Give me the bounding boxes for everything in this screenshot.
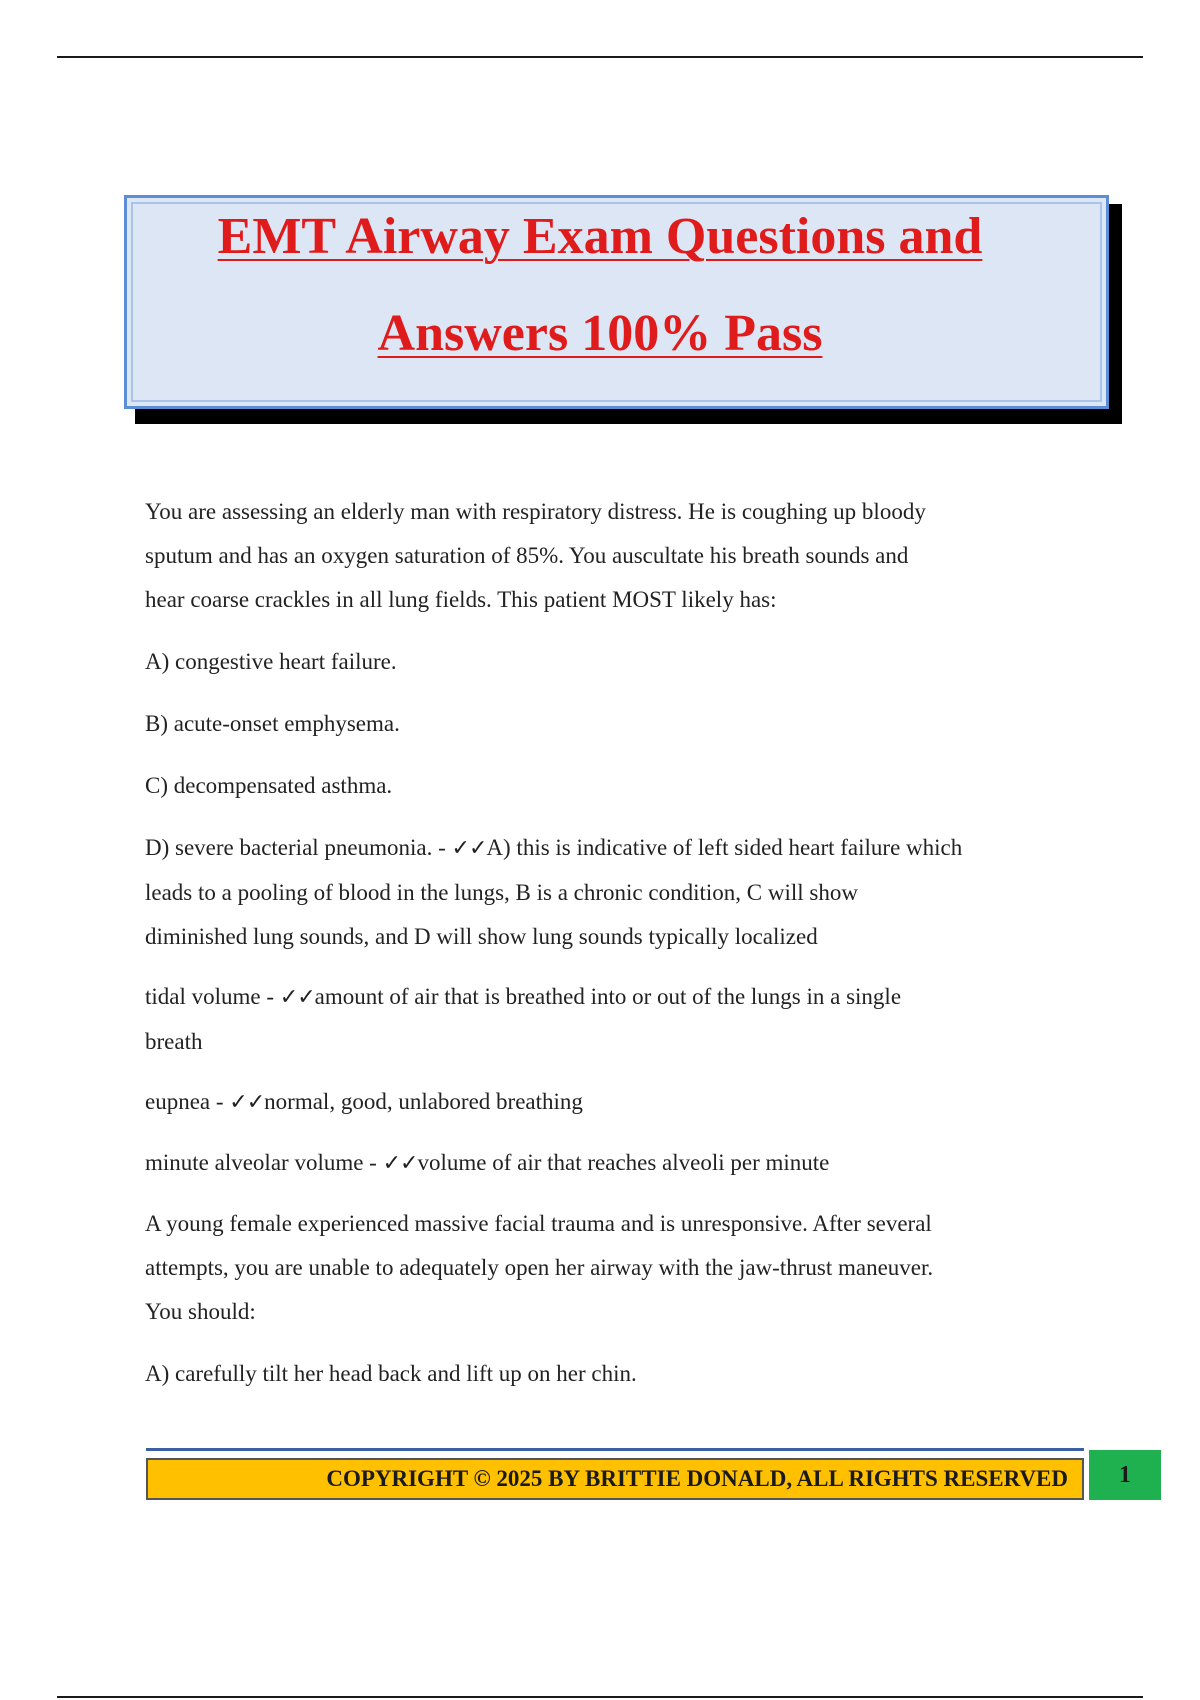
double-check-icon: ✓✓ [382, 1151, 418, 1176]
text-line: leads to a pooling of blood in the lungs, B is a chronic condition, C will show [145, 880, 858, 905]
term: eupnea - [145, 1089, 230, 1114]
definition-eupnea [145, 1080, 1105, 1125]
double-check-icon: ✓✓ [279, 985, 315, 1010]
document-title-line-1: EMT Airway Exam Questions and [217, 208, 983, 265]
text-line: sputum and has an oxygen saturation of 85%. You auscultate his breath sounds and [145, 543, 909, 568]
footer-rule [146, 1448, 1084, 1451]
answer-option-a: A) congestive heart failure. [145, 649, 397, 674]
question-2-stem [145, 1202, 1105, 1334]
answer-explanation: A) this is indicative of left sided heart failure which [486, 835, 963, 860]
answer-option-a: A) carefully tilt her head back and lift up on her chin. [145, 1361, 637, 1386]
text-line: breath [145, 1029, 203, 1054]
definition: volume of air that reaches alveoli per minute [417, 1150, 830, 1175]
text-line [145, 826, 1105, 871]
copyright-banner: COPYRIGHT © 2025 BY BRITTIE DONALD, ALL RIGHTS RESERVED [146, 1458, 1084, 1500]
option-d-text: D) severe bacterial pneumonia. - [145, 835, 452, 860]
text-line [145, 975, 1105, 1020]
double-check-icon: ✓✓ [451, 836, 487, 861]
answer-option-d-with-explanation [145, 826, 1105, 959]
answer-option-c: C) decompensated asthma. [145, 773, 393, 798]
bottom-rule [57, 1696, 1143, 1698]
document-title-line-2: Answers 100% Pass [377, 305, 823, 362]
double-check-icon: ✓✓ [229, 1090, 265, 1115]
definition: amount of air that is breathed into or out of the lungs in a single [314, 984, 902, 1009]
term: minute alveolar volume - [145, 1150, 383, 1175]
top-rule [57, 56, 1143, 58]
text-line: diminished lung sounds, and D will show lung sounds typically localized [145, 924, 818, 949]
document-body [145, 490, 1105, 1396]
question-1-stem [145, 490, 1105, 622]
text-line: You are assessing an elderly man with respiratory distress. He is coughing up bloody [145, 499, 926, 524]
text-line: attempts, you are unable to adequately open her airway with the jaw-thrust maneuver. [145, 1255, 934, 1280]
definition-tidal-volume [145, 975, 1105, 1064]
text-line: You should: [145, 1299, 256, 1324]
answer-option-b: B) acute-onset emphysema. [145, 711, 400, 736]
definition-minute-alveolar-volume [145, 1141, 1105, 1186]
term: tidal volume - [145, 984, 280, 1009]
text-line: hear coarse crackles in all lung fields. This patient MOST likely has: [145, 587, 777, 612]
definition: normal, good, unlabored breathing [264, 1089, 583, 1114]
text-line: A young female experienced massive facial trauma and is unresponsive. After several [145, 1211, 932, 1236]
page-number: 1 [1089, 1450, 1161, 1500]
